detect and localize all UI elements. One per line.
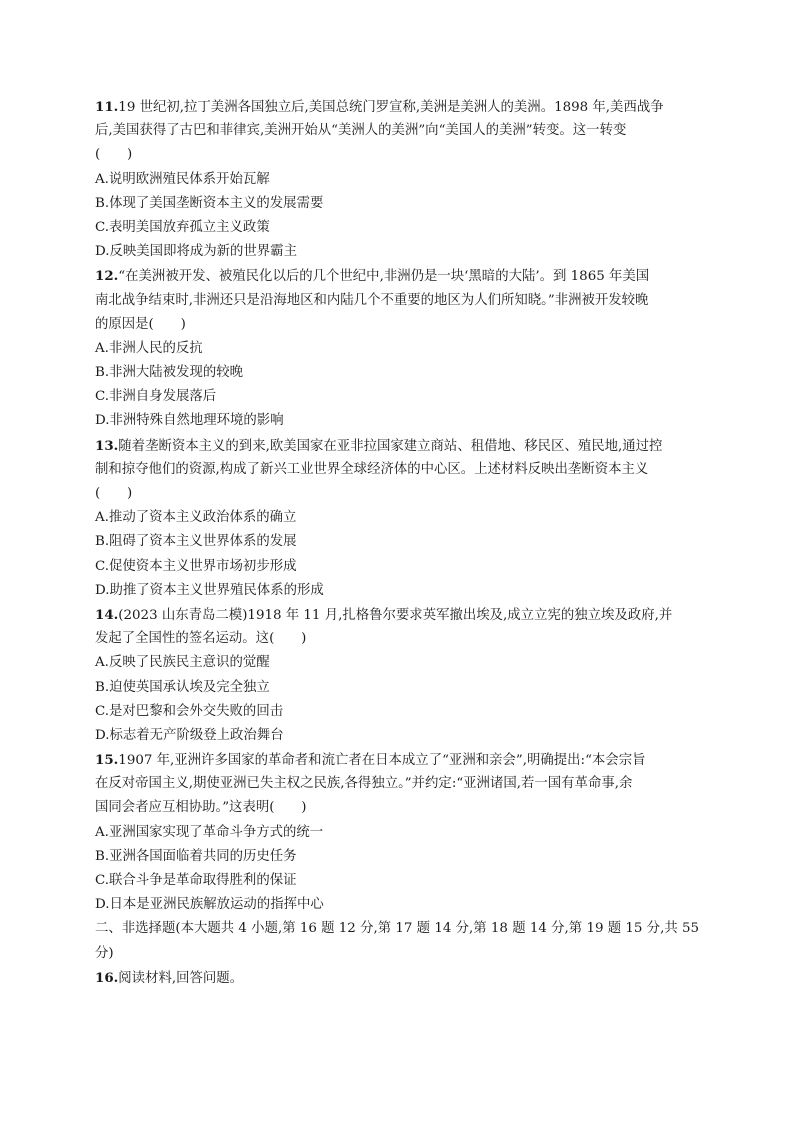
option-b: B.亚洲各国面临着共同的历史任务 [95, 848, 297, 864]
option-a: A.反映了民族民主意识的觉醒 [95, 655, 270, 671]
option-d: D.日本是亚洲民族解放运动的指挥中心 [95, 897, 324, 913]
option-b: B.体现了美国垄断资本主义的发展需要 [95, 195, 324, 211]
option-b: B.阻碍了资本主义世界体系的发展 [95, 534, 297, 550]
answer-blank: ( ) [95, 147, 133, 163]
question-text: 1907 年,亚洲许多国家的革命者和流亡者在日本成立了“亚洲和亲会”,明确提出:“本会宗旨 [118, 753, 646, 769]
question-text: 制和掠夺他们的资源,构成了新兴工业世界全球经济体的中心区。上述材料反映出垄断资本主义 [95, 461, 649, 477]
question-number: 13. [95, 437, 119, 454]
question-text: 后,美国获得了古巴和菲律宾,美洲开始从“美洲人的美洲”向“美国人的美洲”转变。这一转变 [95, 123, 627, 139]
question-text: 19 世纪初,拉丁美洲各国独立后,美国总统门罗宣称,美洲是美洲人的美洲。1898 年,美西战争 [118, 100, 664, 115]
section-heading-line: 二、非选择题(本大题共 4 小题,第 16 题 12 分,第 17 题 14 分,第 18 题 14 分,第 19 题 15 分,共 55 [95, 921, 700, 937]
question-text: 国同会者应互相协助。”这表明( ) [95, 800, 307, 816]
question-11 [95, 95, 701, 264]
answer-blank: ( ) [95, 486, 133, 501]
question-number: 14. [95, 606, 119, 623]
option-d: D.标志着无产阶级登上政治舞台 [95, 727, 284, 743]
option-c: C.促使资本主义世界市场初步形成 [95, 558, 297, 574]
question-number: 12. [95, 268, 119, 285]
option-d: D.非洲特殊自然地理环境的影响 [95, 413, 284, 429]
question-number: 11. [95, 99, 119, 115]
option-c: C.是对巴黎和会外交失败的回击 [95, 703, 284, 719]
question-15 [95, 748, 701, 917]
option-d: D.反映美国即将成为新的世界霸主 [95, 244, 297, 260]
question-text: 发起了全国性的签名运动。这( ) [95, 631, 307, 647]
option-c: C.非洲自身发展落后 [95, 389, 217, 405]
option-a: A.非洲人民的反抗 [95, 340, 203, 356]
question-list [95, 95, 701, 990]
question-text: 阅读材料,回答问题。 [118, 970, 244, 986]
question-14 [95, 603, 701, 748]
question-text: “在美洲被开发、被殖民化以后的几个世纪中,非洲仍是一块‘黑暗的大陆’。到 1865 年美国 [118, 269, 650, 285]
option-c: C.表明美国放弃孤立主义政策 [95, 219, 270, 235]
question-13 [95, 434, 701, 603]
option-c: C.联合斗争是革命取得胜利的保证 [95, 873, 297, 888]
option-a: A.推动了资本主义政治体系的确立 [95, 510, 297, 526]
option-b: B.迫使英国承认埃及完全独立 [95, 679, 270, 695]
option-b: B.非洲大陆被发现的较晚 [95, 365, 244, 381]
question-12 [95, 264, 701, 433]
question-number: 15. [95, 752, 119, 769]
question-text: 南北战争结束时,非洲还只是沿海地区和内陆几个不重要的地区为人们所知晓。”非洲被开发较晚 [95, 292, 649, 308]
section-heading-non-choice [95, 917, 701, 965]
option-a: A.亚洲国家实现了革命斗争方式的统一 [95, 824, 324, 840]
question-text: 的原因是( ) [95, 316, 186, 332]
question-text: 随着垄断资本主义的到来,欧美国家在亚非拉国家建立商站、租借地、移民区、殖民地,通过控 [118, 438, 663, 454]
question-16 [95, 966, 701, 990]
option-a: A.说明欧洲殖民体系开始瓦解 [95, 171, 270, 187]
option-d: D.助推了资本主义世界殖民体系的形成 [95, 582, 324, 598]
question-number: 16. [95, 969, 119, 986]
question-text: (2023 山东青岛二模)1918 年 11 月,扎格鲁尔要求英军撤出埃及,成立立宪的独立埃及政府,并 [118, 607, 673, 623]
section-heading-line: 分) [95, 945, 114, 961]
question-text: 在反对帝国主义,期使亚洲已失主权之民族,各得独立。”并约定:“亚洲诸国,若一国有革命事,余 [95, 776, 633, 792]
